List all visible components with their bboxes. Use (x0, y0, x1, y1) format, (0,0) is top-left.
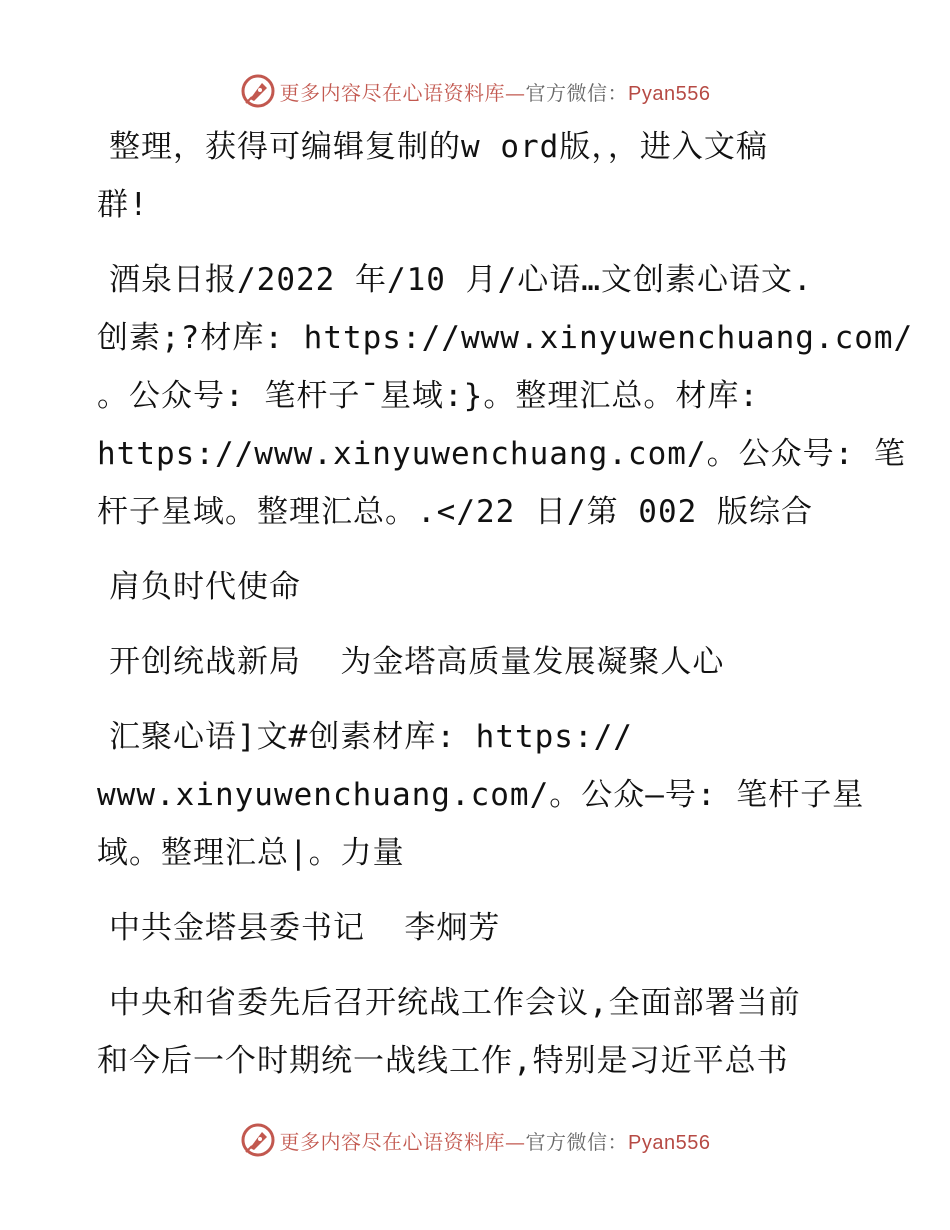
pen-nib-logo-icon (240, 1122, 276, 1158)
paragraph-author (97, 899, 857, 957)
banner-wechat-label: 官方微信： (525, 80, 629, 105)
document-body (97, 118, 914, 1107)
paragraph-heading-2 (97, 633, 857, 691)
text-line: 肩负时代使命 (109, 569, 301, 605)
banner-dash: — (505, 1129, 526, 1154)
text-line: 创素;?材库: https://www.xinyuwenchuang.com/ (97, 320, 914, 356)
text-line: 整理，获得可编辑复制的w ord版，，进入文稿 (109, 129, 768, 165)
paragraph-source-2 (97, 708, 865, 882)
banner-dash: — (505, 80, 526, 105)
text-line: www.xinyuwenchuang.com/。公众—号: 笔杆子星 (97, 777, 865, 813)
banner-wechat-id: Pyan556 (628, 82, 711, 105)
text-line: 中央和省委先后召开统战工作会议,全面部署当前 (109, 985, 801, 1021)
banner-wechat-id: Pyan556 (628, 1131, 711, 1154)
paragraph-intro (97, 118, 857, 234)
pen-nib-logo-icon (240, 73, 276, 109)
footer-banner (0, 1120, 950, 1160)
text-line: 群! (97, 187, 149, 223)
banner-main-text: 更多内容尽在心语资料库 (279, 80, 506, 105)
text-line: 和今后一个时期统一战线工作,特别是习近平总书 (97, 1043, 789, 1079)
paragraph-heading-1 (97, 558, 857, 616)
paragraph-body (97, 974, 857, 1090)
text-line: 杆子星域。整理汇总。.</22 日/第 002 版综合 (97, 494, 813, 530)
text-line: https://www.xinyuwenchuang.com/。公众号: 笔 (97, 436, 906, 472)
banner-text (280, 1126, 711, 1155)
text-line: 中共金塔县委书记 李炯芳 (109, 910, 501, 946)
text-line: 开创统战新局 为金塔高质量发展凝聚人心 (109, 644, 725, 680)
header-banner (0, 71, 950, 111)
banner-wechat-label: 官方微信： (525, 1129, 629, 1154)
text-line: 酒泉日报/2022 年/10 月/心语…文创素心语文. (109, 262, 813, 298)
banner-main-text: 更多内容尽在心语资料库 (279, 1129, 506, 1154)
banner-text (280, 77, 711, 106)
text-line: 。公众号: 笔杆子¯星域:}。整理汇总。材库: (97, 378, 759, 414)
text-line: 汇聚心语]文#创素材库: https:// (109, 719, 633, 755)
text-line: 域。整理汇总|。力量 (97, 835, 405, 871)
paragraph-source (97, 251, 914, 541)
